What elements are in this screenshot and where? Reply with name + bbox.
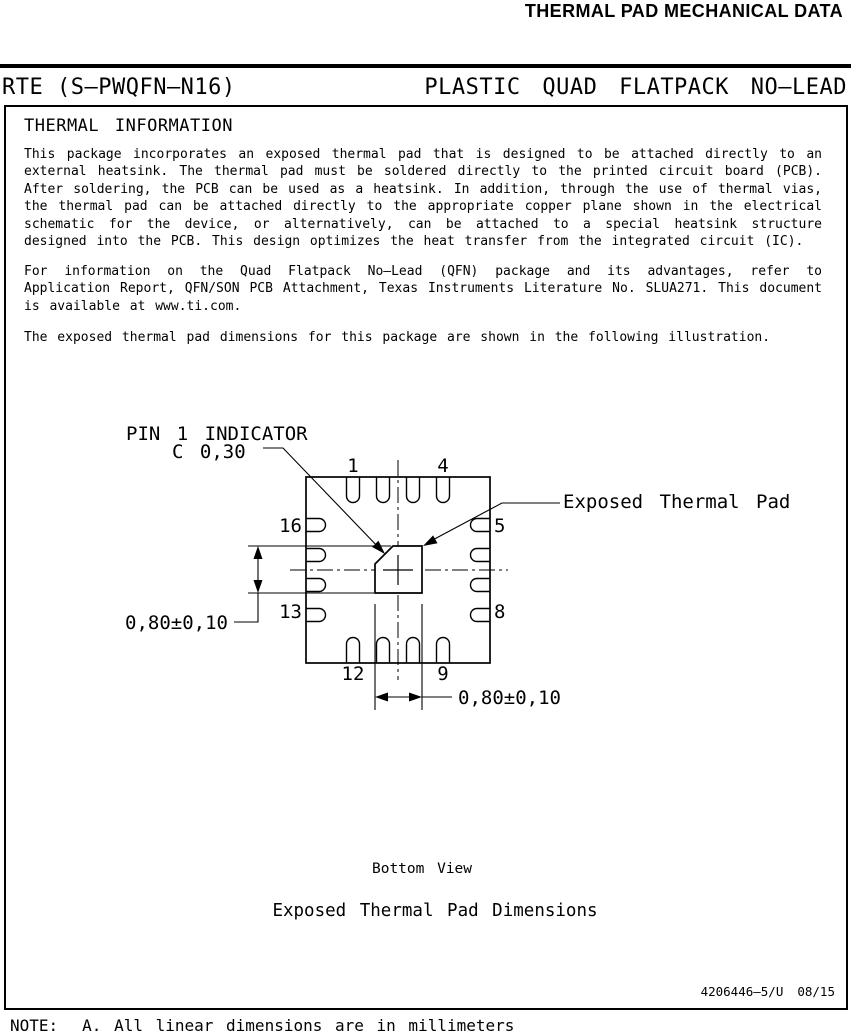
- pin1-indicator-leader: [263, 448, 385, 554]
- paragraph-application-report: For information on the Quad Flatpack No–Lead (QFN) package and its advantages, refer to Application Report, QFN/SON PCB Attachment, Texas Instruments Literature No. SLUA271. This document is available at www.ti.com.: [24, 264, 822, 314]
- page-header-title: THERMAL PAD MECHANICAL DATA: [524, 1, 843, 21]
- pin1-indicator-label: PIN 1 INDICATOR: [126, 423, 308, 445]
- pin-label-4: 4: [437, 455, 449, 477]
- note-text: A. All linear dimensions are in millimeters: [82, 1016, 515, 1035]
- vertical-dimension-label: 0,80±0,10: [125, 612, 228, 634]
- section-heading: THERMAL INFORMATION: [24, 116, 233, 136]
- doc-revision-date: 08/15: [797, 984, 835, 999]
- paragraph-thermal-info: This package incorporates an exposed thermal pad that is designed to be attached directly to an external heatsink. The thermal pad must be soldered directly to the printed circuit board (PCB). After soldering, the PCB can be used as a heatsink. In addition, through the use of thermal vias, the thermal pad can be attached directly to the appropriate copper plane shown in the electrical schematic for the device, or alternatively, can be attached to a special heatsink structure designed into the PCB. This design optimizes the heat transfer from the integrated circuit (IC).: [24, 147, 822, 250]
- pin-label-1: 1: [347, 455, 359, 477]
- horizontal-dimension-label: 0,80±0,10: [458, 687, 561, 709]
- view-caption: Bottom View: [371, 861, 473, 877]
- drawing-number: [701, 984, 835, 999]
- pin-label-12: 12: [341, 663, 365, 685]
- exposed-pad-label: Exposed Thermal Pad: [563, 491, 791, 513]
- pin-label-8: 8: [494, 601, 506, 623]
- package-type-title: PLASTIC QUAD FLATPACK NO–LEAD: [424, 75, 847, 100]
- pin-label-13: 13: [279, 601, 302, 623]
- dimension-vertical: [234, 546, 391, 622]
- pin-label-5: 5: [494, 515, 506, 537]
- chamfer-dimension-label: C 0,30: [172, 441, 246, 463]
- note-label: NOTE:: [10, 1016, 59, 1035]
- exposed-pad-leader: [423, 503, 560, 546]
- package-code-title: RTE (S–PWQFN–N16): [2, 75, 236, 100]
- figure-title: Exposed Thermal Pad Dimensions: [272, 901, 598, 921]
- paragraph-illustration-intro: The exposed thermal pad dimensions for this package are shown in the following illustration.: [24, 330, 771, 345]
- pin-label-16: 16: [279, 515, 302, 537]
- dimension-horizontal: [375, 604, 452, 710]
- pin-label-9: 9: [437, 663, 449, 685]
- footnote: [10, 1016, 514, 1035]
- doc-number: 4206446–5/U: [700, 984, 784, 999]
